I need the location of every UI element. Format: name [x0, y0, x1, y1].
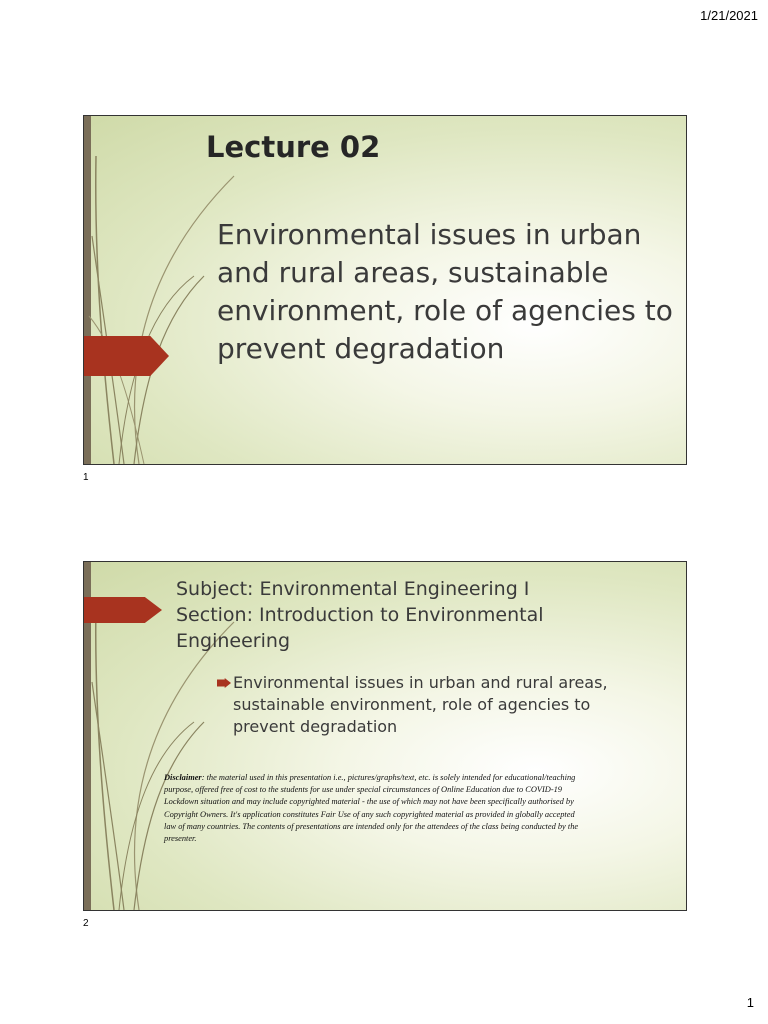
section-line: Section: Introduction to Environmental Engineering	[176, 604, 544, 652]
page-number: 1	[746, 995, 754, 1010]
subject-line: Subject: Environmental Engineering I	[176, 578, 530, 600]
bullet-text: Environmental issues in urban and rural areas, sustainable environment, role of agencies to prevent degradation	[233, 673, 608, 736]
disclaimer-label: Disclaimer	[164, 773, 202, 782]
slide-number: 1	[83, 472, 89, 483]
print-date: 1/21/2021	[700, 8, 758, 23]
disclaimer	[164, 772, 584, 845]
slide-body-text: Environmental issues in urban and rural areas, sustainable environment, role of agencies to prevent degradation	[217, 218, 673, 365]
slide-1	[83, 115, 687, 465]
disclaimer-text: : the material used in this presentation i.e., pictures/graphs/text, etc. is solely intended for educational/teaching purpose, offered free of cost to the students for use under special circumstances of Online Education due to COVID-19 Lockdown situation and may include copyrighted material - the use of which may not have been specifically authorised by Copyright Owners. It's application constitutes Fair Use of any such copyrighted material as provided in globally accepted law of many countries. The contents of presentations are intended only for the attendees of the class being conducted by the presenter.	[164, 773, 579, 844]
bullet-item	[217, 672, 637, 738]
slide-title: Lecture 02	[206, 130, 381, 164]
slide-number: 2	[83, 918, 89, 929]
slide-heading	[176, 576, 656, 654]
slide-2	[83, 561, 687, 911]
